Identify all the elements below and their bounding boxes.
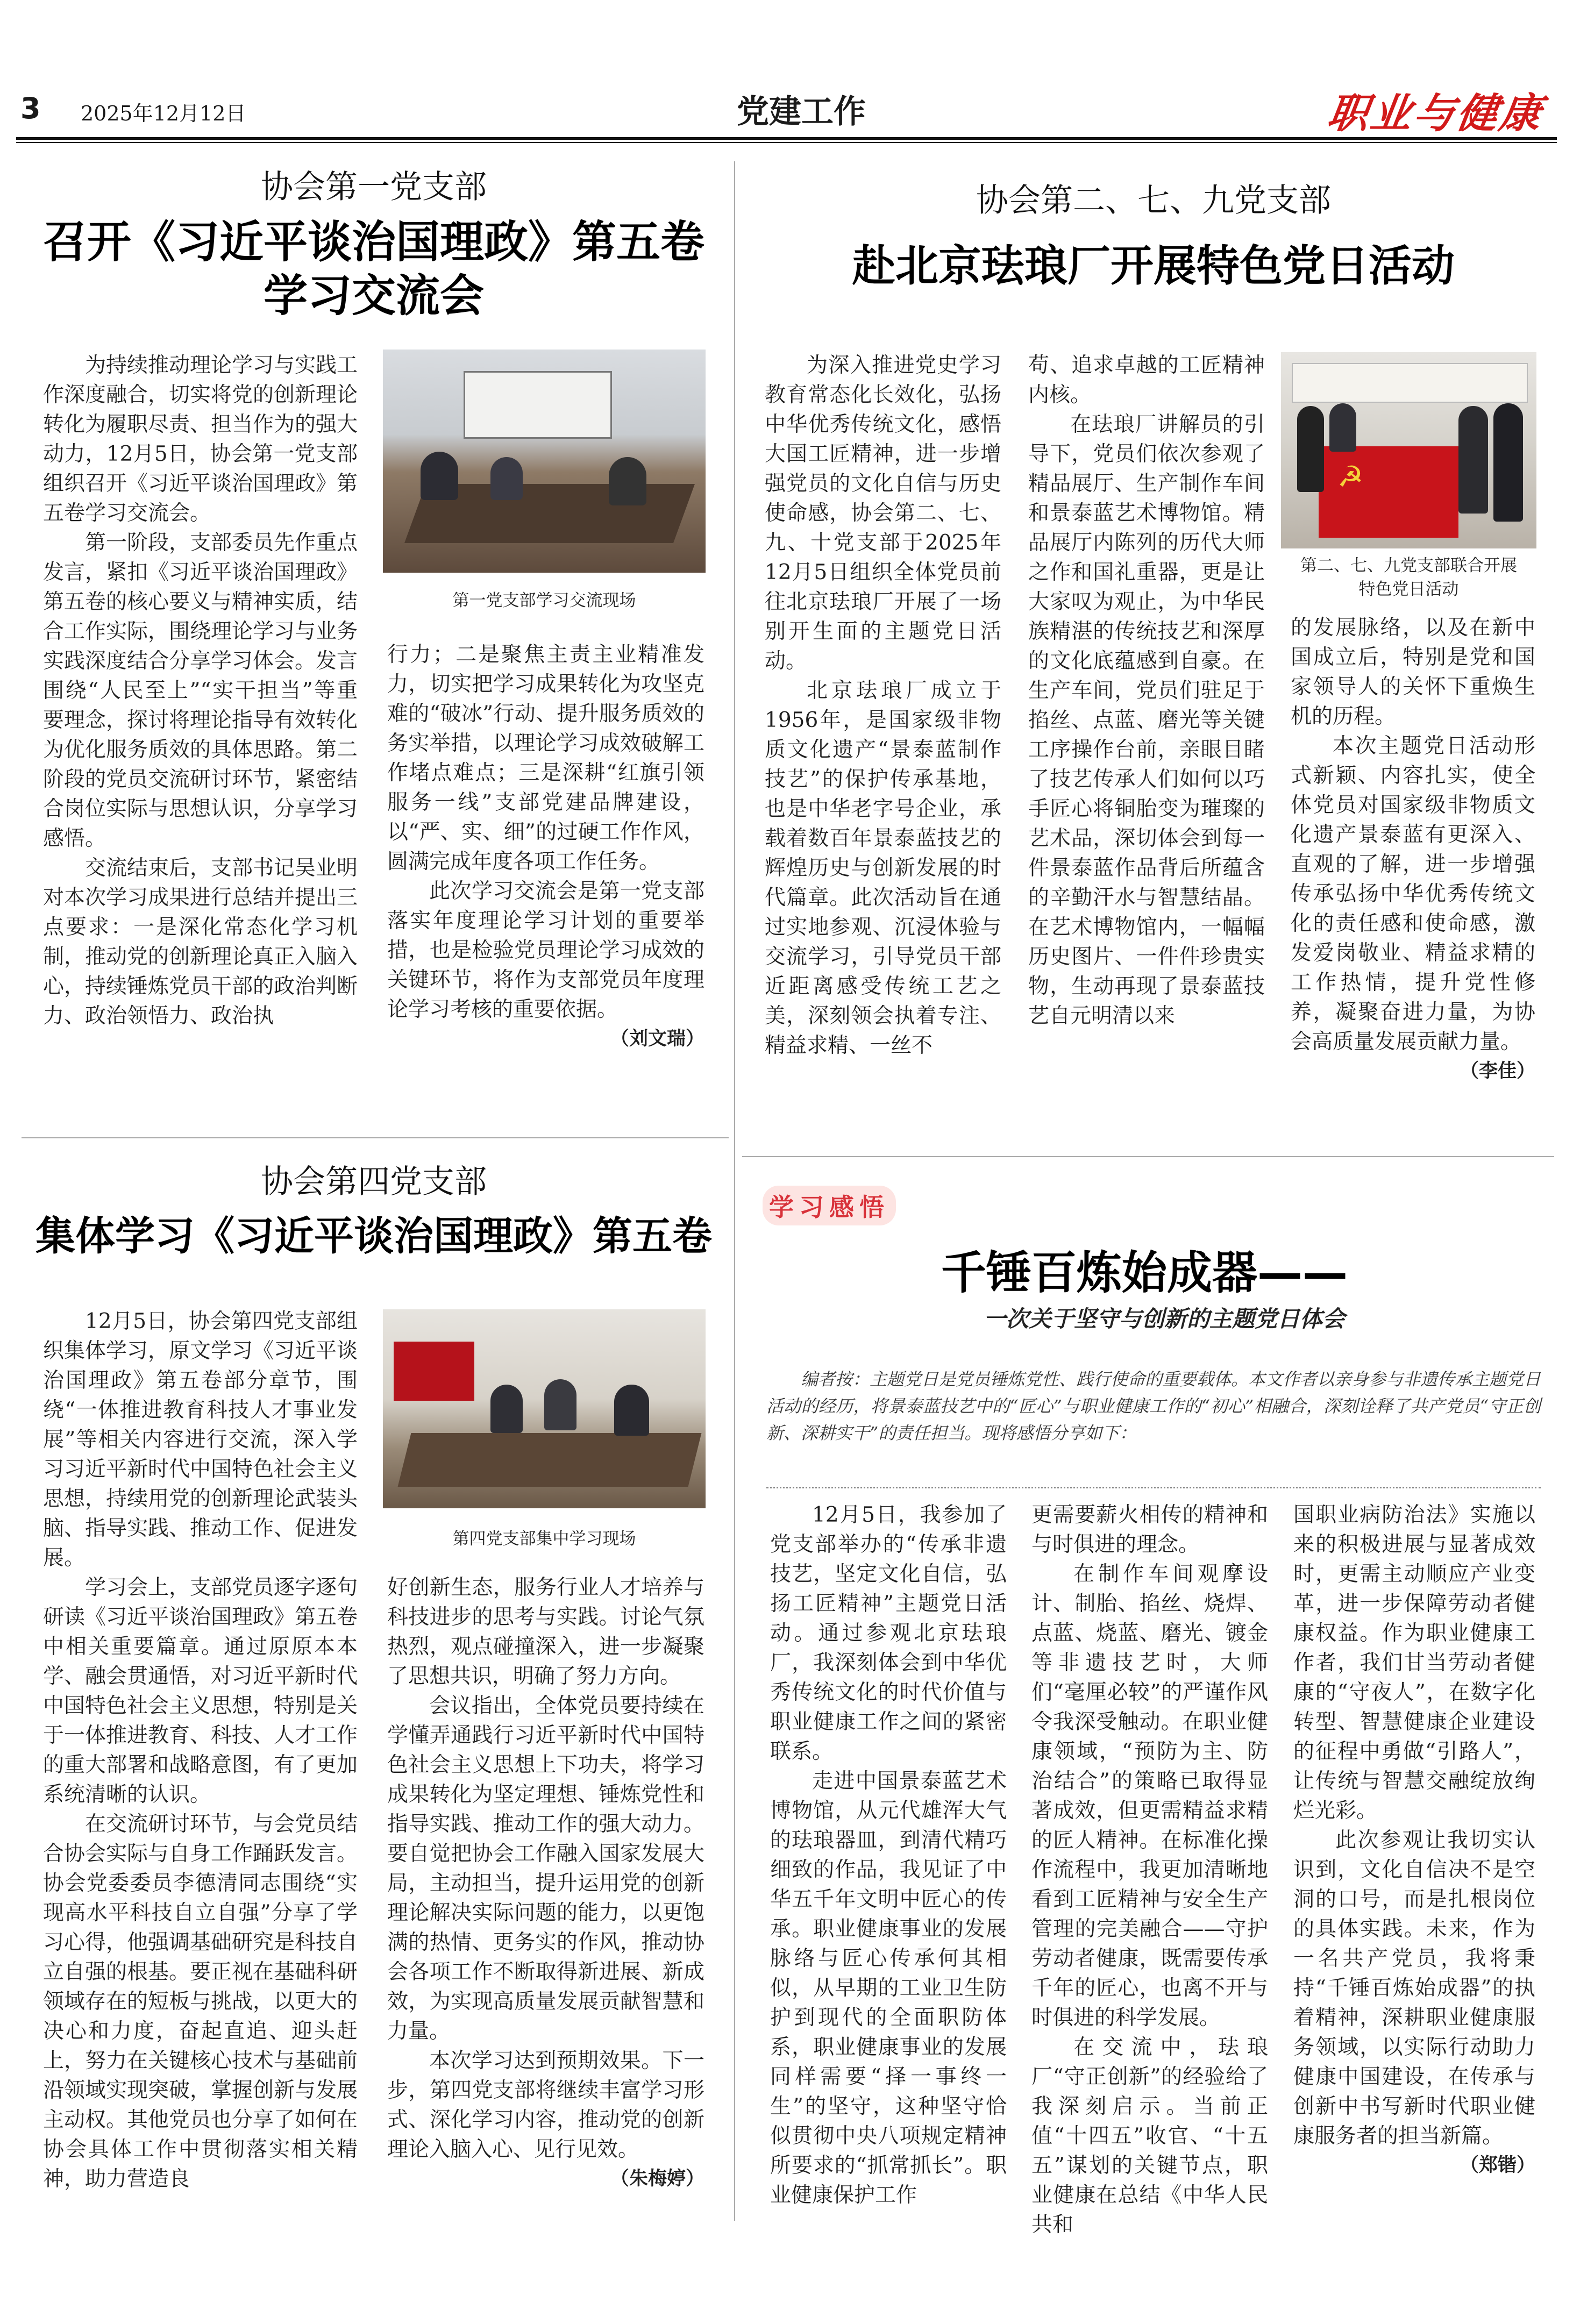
person-shape xyxy=(1297,406,1324,492)
article1-title-line1: 召开《习近平谈治国理政》第五卷 xyxy=(42,217,704,268)
person-shape xyxy=(1493,403,1523,522)
editor-note-rule xyxy=(766,1487,1541,1489)
person-shape xyxy=(490,1385,523,1433)
article4-subtitle: 一次关于坚守与创新的主题党日体会 xyxy=(983,1306,1345,1332)
article3-column1 xyxy=(43,1307,358,2194)
article1-author: （刘文瑞） xyxy=(610,1028,704,1050)
page-number: 3 xyxy=(20,91,41,125)
header-rule xyxy=(16,137,1557,140)
paragraph: 此次参观让我切实认识到，文化自信决不是空洞的口号，而是扎根岗位的具体实践。未来，作为一名共产党员，我将秉持“千锤百炼始成器”的执着精神，深耕职业健康服务领域，以实际行动助力健康中国建设，在传承与创新中书写新时代职业健康服务者的担当新篇。 xyxy=(1293,1828,1535,2148)
paragraph: 北京珐琅厂成立于1956年，是国家级非物质文化遗产“景泰蓝制作技艺”的保护传承基地，也是中华老字号企业，承载着数百年景泰蓝技艺的辉煌历史与创新发展的时代篇章。此次活动旨在通过实地参观、沉浸体验与交流学习，引导党员干部近距离感受传统工艺之美，深刻领会执着专注、精益求精、一丝不 xyxy=(765,679,1001,1058)
paragraph: 此次学习交流会是第一党支部落实年度理论学习计划的重要举措，也是检验党员理论学习成效的关键环节，将作为支部党员年度理论学习考核的重要依据。 xyxy=(387,879,704,1022)
article3-subtitle: 协会第四党支部 xyxy=(261,1163,487,1201)
paragraph: 更需要薪火相传的精神和与时俱进的理念。 xyxy=(1031,1503,1268,1557)
article2-author: （李佳） xyxy=(1460,1060,1535,1082)
paragraph: 好创新生态，服务行业人才培养与科技进步的思考与实践。讨论气氛热烈，观点碰撞深入，进一步凝聚了思想共识，明确了努力方向。 xyxy=(387,1576,704,1688)
section-title: 党建工作 xyxy=(737,93,866,131)
person-shape xyxy=(1329,403,1356,452)
person-shape xyxy=(614,1385,649,1436)
editor-note: 编者按：主题党日是党员锤炼党性、践行使命的重要载体。本文作者以亲身参与非遗传承主题党日活动的经历，将景泰蓝技艺中的“匠心”与职业健康工作的“初心”相融合，深刻诠释了共产党员“守正创新、深耕实干”的责任担当。现将感悟分享如下： xyxy=(766,1369,1541,1443)
paragraph: 的发展脉络，以及在新中国成立后，特别是党和国家领导人的关怀下重焕生机的历程。 xyxy=(1291,616,1535,729)
article2-column2 xyxy=(1028,351,1265,1031)
masthead-logo: 职业与健康 xyxy=(1324,89,1547,137)
person-shape xyxy=(609,457,646,505)
caption-line: 特色党日活动 xyxy=(1358,580,1459,599)
paragraph: 第一阶段，支部委员先作重点发言，紧扣《习近平谈治国理政》第五卷的核心要义与精神实质，结合工作实际，围绕理论学习与业务实践深度结合分享学习体会。发言围绕“人民至上”“实干担当”等重要理念，探讨将理论指导有效转化为优化服务质效的具体思路。第二阶段的党员交流研讨环节，紧密结合岗位实际与思想认识，分享学习感悟。 xyxy=(43,531,358,851)
article3-title: 集体学习《习近平谈治国理政》第五卷 xyxy=(35,1213,712,1259)
caption-line: 第二、七、九党支部联合开展 xyxy=(1300,556,1517,575)
paragraph: 为深入推进党史学习教育常态化长效化，弘扬中华优秀传统文化，感悟大国工匠精神，进一步增强党员的文化自信与历史使命感，协会第二、七、九、十党支部于2025年12月5日组织全体党员前往北京珐琅厂开展了一场别开生面的主题党日活动。 xyxy=(765,353,1001,673)
paragraph: 在制作车间观摩设计、制胎、掐丝、烧焊、点蓝、烧蓝、磨光、镀金等非遗技艺时，大师们“毫厘必较”的严谨作风令我深受触动。在职业健康领域，“预防为主、防治结合”的策略已取得显著成效，但更需精益求精的匠人精神。在标准化操作流程中，我更加清晰地看到工匠精神与安全生产管理的完美融合——守护劳动者健康，既需要传承千年的匠心，也离不开与时俱进的科学发展。 xyxy=(1031,1562,1268,2030)
article1-column2 xyxy=(387,640,704,1054)
paragraph: 学习会上，支部党员逐字逐句研读《习近平谈治国理政》第五卷中相关重要篇章。通过原原本本学、融会贯通悟，对习近平新时代中国特色社会主义思想，特别是关于一体推进教育、科技、人才工作的重大部署和战略意图，有了更加系统清晰的认识。 xyxy=(43,1576,358,1807)
person-shape xyxy=(421,452,458,500)
header-rule-thin xyxy=(16,142,1557,143)
paragraph: 交流结束后，支部书记吴业明对本次学习成果进行总结并提出三点要求：一是深化常态化学习机制，推动党的创新理论真正入脑入心，持续锤炼党员干部的政治判断力、政治领悟力、政治执 xyxy=(43,856,358,1028)
column-tag: 学习感悟 xyxy=(763,1186,896,1225)
paragraph: 会议指出，全体党员要持续在学懂弄通践行习近平新时代中国特色社会主义思想上下功夫，将学习成果转化为坚定理想、锤炼党性和指导实践、推动工作的强大动力。要自觉把协会工作融入国家发展大局，主动担当，提升运用党的创新理论解决实际问题的能力，以更饱满的热情、更务实的作风，推动协会各项工作不断取得新进展、新成效，为实现高质量发展贡献智慧和力量。 xyxy=(387,1694,704,2043)
background-banner xyxy=(1292,363,1528,403)
person-shape xyxy=(544,1379,576,1430)
article4-column3 xyxy=(1293,1500,1535,2180)
article4-column1 xyxy=(770,1500,1007,2210)
article3-column2 xyxy=(387,1573,704,2194)
article2-title: 赴北京珐琅厂开展特色党日活动 xyxy=(852,241,1455,291)
article1-subtitle: 协会第一党支部 xyxy=(261,168,487,206)
paragraph: 为持续推动理论学习与实践工作深度融合，切实将党的创新理论转化为履职尽责、担当作为的强大动力，12月5日，协会第一党支部组织召开《习近平谈治国理政》第五卷学习交流会。 xyxy=(43,353,358,525)
paragraph: 12月5日，我参加了党支部举办的“传承非遗技艺，坚定文化自信，弘扬工匠精神”主题党日活动。通过参观北京珐琅厂，我深刻体会到中华优秀传统文化的时代价值与职业健康工作之间的紧密联系。 xyxy=(770,1503,1007,1764)
screen-shape xyxy=(394,1342,474,1401)
section-divider xyxy=(22,1137,729,1138)
paragraph: 苟、追求卓越的工匠精神内核。 xyxy=(1028,353,1265,407)
article1-title-line2: 学习交流会 xyxy=(263,270,484,322)
screen-shape xyxy=(464,371,612,439)
article2-photo xyxy=(1281,352,1536,548)
article1-photo xyxy=(383,350,706,573)
paragraph: 本次主题党日活动形式新颖、内容扎实，使全体党员对国家级非物质文化遗产景泰蓝有更深入、直观的了解，进一步增强传承弘扬中华优秀传统文化的责任感和使命感，激发爱岗敬业、精益求精的工作热情，提升党性修养，凝聚奋进力量，为协会高质量发展贡献力量。 xyxy=(1291,734,1535,1054)
paragraph: 走进中国景泰蓝艺术博物馆，从元代雄浑大气的珐琅器皿，到清代精巧细致的作品，我见证了中华五千年文明中匠心的传承。职业健康事业的发展脉络与匠心传承何其相似，从早期的工业卫生防护到现代的全面职防体系，职业健康事业的发展同样需要“择一事终一生”的坚守，这种坚守恰似贯彻中央八项规定精神所要求的“抓常抓长”。职业健康保护工作 xyxy=(770,1769,1007,2207)
paragraph: 行力；二是聚焦主责主业精准发力，切实把学习成果转化为攻坚克难的“破冰”行动、提升服务质效的务实举措，以理论学习成效破解工作堵点难点；三是深耕“红旗引领 服务一线”支部党建品牌建设，以“严、实、细”的过硬工作作风，圆满完成年度各项工作任务。 xyxy=(387,643,704,874)
article3-caption: 第四党支部集中学习现场 xyxy=(452,1529,636,1549)
issue-date: 2025年12月12日 xyxy=(81,102,246,125)
article2-column1 xyxy=(765,351,1001,1060)
article2-subtitle: 协会第二、七、九党支部 xyxy=(976,182,1331,219)
paragraph: 在交流研讨环节，与会党员结合协会实际与自身工作踊跃发言。协会党委委员李德清同志围绕“实现高水平科技自立自强”分享了学习心得，他强调基础研究是科技自立自强的根基。要正视在基础科研领域存在的短板与挑战，以更大的决心和力度，奋起直追、迎头赶上，努力在关键核心技术与基础前沿领域实现突破，掌握创新与发展主动权。其他党员也分享了如何在协会具体工作中贯彻落实相关精神，助力营造良 xyxy=(43,1812,358,2191)
flag-emblem-icon: ☭ xyxy=(1337,460,1364,494)
article1-column1 xyxy=(43,351,358,1031)
table-shape xyxy=(398,1433,702,1487)
article3-photo xyxy=(383,1309,706,1508)
column-divider xyxy=(734,161,735,2221)
paragraph: 12月5日，协会第四党支部组织集体学习，原文学习《习近平谈治国理政》第五卷部分章节，围绕“一体推进教育科技人才事业发展”等相关内容进行交流，深入学习习近平新时代中国特色社会主义思想，持续用党的创新理论武装头脑、指导实践、推动工作、促进发展。 xyxy=(43,1309,358,1570)
person-shape xyxy=(1458,406,1488,514)
section-divider xyxy=(742,1156,1554,1157)
article4-column2 xyxy=(1031,1500,1268,2240)
article1-caption: 第一党支部学习交流现场 xyxy=(452,591,636,610)
article4-title: 千锤百炼始成器—— xyxy=(941,1246,1348,1299)
article3-author: （朱梅婷） xyxy=(610,2168,704,2190)
person-shape xyxy=(490,457,523,500)
article2-caption xyxy=(1281,554,1536,601)
paragraph: 本次学习达到预期效果。下一步，第四党支部将继续丰富学习形式、深化学习内容，推动党的创新理论入脑入心、见行见效。 xyxy=(387,2049,704,2162)
paragraph: 在珐琅厂讲解员的引导下，党员们依次参观了精品展厅、生产制作车间和景泰蓝艺术博物馆。精品展厅内陈列的历代大师之作和国礼重器，更是让大家叹为观止，为中华民族精湛的传统技艺和深厚的文化底蕴感到自豪。在生产车间，党员们驻足于掐丝、点蓝、磨光等关键工序操作台前，亲眼目睹了技艺传承人们如何以巧手匠心将铜胎变为璀璨的艺术品，深切体会到每一件景泰蓝作品背后所蕴含的辛勤汗水与智慧结晶。在艺术博物馆内，一幅幅历史图片、一件件珍贵实物，生动再现了景泰蓝技艺自元明清以来 xyxy=(1028,412,1265,1028)
article4-author: （郑锴） xyxy=(1460,2155,1535,2176)
article2-column3 xyxy=(1291,613,1535,1086)
paragraph: 在交流中，珐琅厂“守正创新”的经验给了我深刻启示。当前正值“十四五”收官、“十五五”谋划的关键节点，职业健康在总结《中华人民共和 xyxy=(1031,2035,1268,2237)
paragraph: 国职业病防治法》实施以来的积极进展与显著成效时，更需主动顺应产业变革，进一步保障劳动者健康权益。作为职业健康工作者，我们甘当劳动者健康的“守夜人”，在数字化转型、智慧健康企业建设的征程中勇做“引路人”，让传统与智慧交融绽放绚烂光彩。 xyxy=(1293,1503,1535,1823)
